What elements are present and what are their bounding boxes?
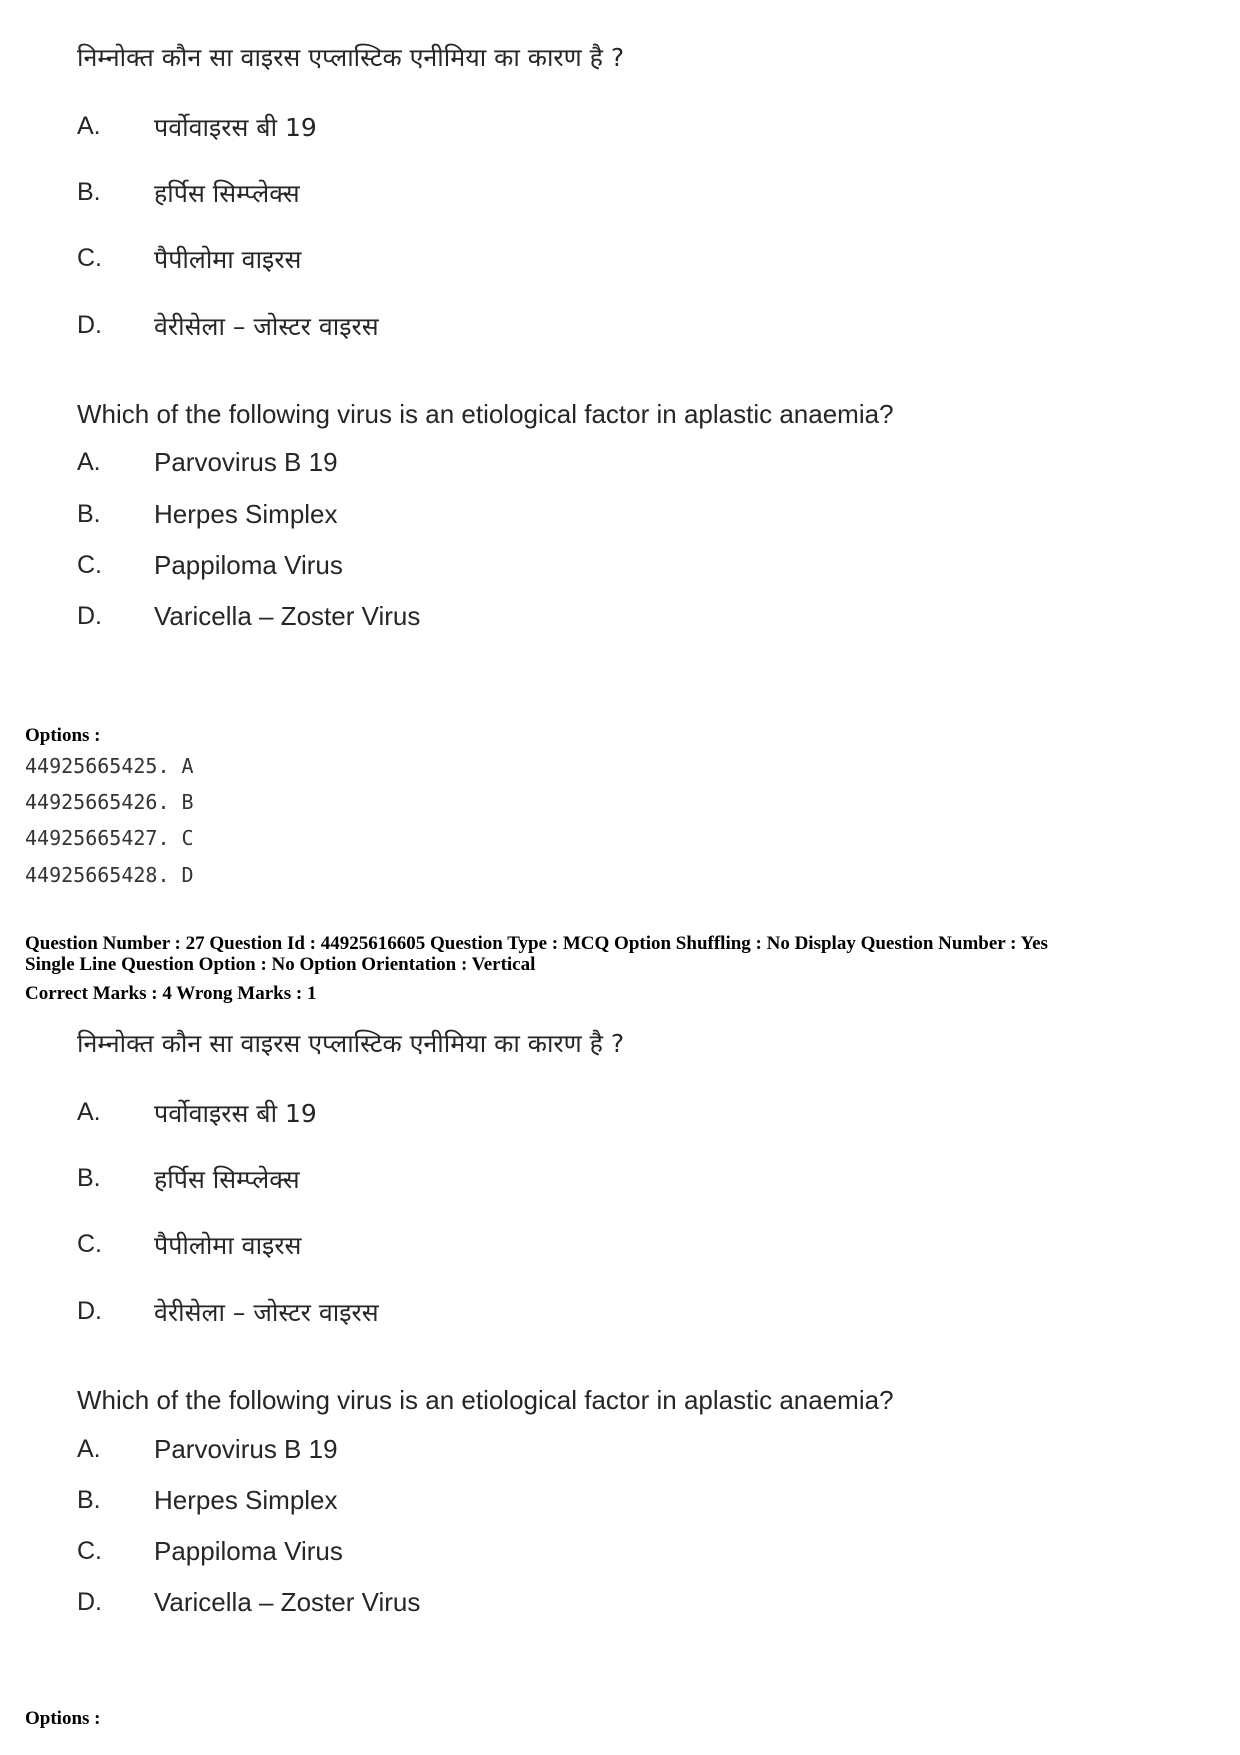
question-meta-line-1: Question Number : 27 Question Id : 44925616605 Question Type : MCQ Option Shuffling : No Display Question Number : Yes — [25, 933, 1048, 954]
option-letter: D. — [77, 311, 102, 339]
english-question-stem: Which of the following virus is an etiological factor in aplastic anaemia? — [77, 1385, 894, 1415]
option-letter: C. — [77, 551, 102, 579]
options-label: Options : — [25, 725, 101, 746]
options-label: Options : — [25, 1708, 101, 1729]
option-letter: A. — [77, 112, 101, 140]
question-meta-line-2: Single Line Question Option : No Option Orientation : Vertical — [25, 954, 536, 975]
option-text: पैपीलोमा वाइरस — [154, 1231, 302, 1260]
option-text: वेरीसेला – जोस्टर वाइरस — [154, 312, 379, 341]
option-id-b: 44925665426. B — [25, 790, 194, 814]
option-letter: B. — [77, 1486, 101, 1514]
option-text: Varicella – Zoster Virus — [154, 601, 421, 631]
option-letter: A. — [77, 1098, 101, 1126]
hindi-question-stem: निम्नोक्त कौन सा वाइरस एप्लास्टिक एनीमिया का कारण है ? — [77, 1029, 625, 1058]
option-text: Parvovirus B 19 — [154, 1434, 338, 1464]
option-text: Varicella – Zoster Virus — [154, 1587, 421, 1617]
option-letter: C. — [77, 1230, 102, 1258]
option-letter: A. — [77, 448, 101, 476]
hindi-question-stem: निम्नोक्त कौन सा वाइरस एप्लास्टिक एनीमिया का कारण है ? — [77, 43, 625, 72]
option-text: पर्वोवाइरस बी 19 — [154, 1099, 317, 1128]
option-text: हर्पिस सिम्प्लेक्स — [154, 179, 300, 208]
option-text: Pappiloma Virus — [154, 550, 343, 580]
option-text: Parvovirus B 19 — [154, 447, 338, 477]
option-letter: A. — [77, 1435, 101, 1463]
option-letter: D. — [77, 602, 102, 630]
option-letter: C. — [77, 1537, 102, 1565]
option-letter: B. — [77, 178, 101, 206]
option-letter: D. — [77, 1297, 102, 1325]
option-id-c: 44925665427. C — [25, 826, 194, 850]
option-text: वेरीसेला – जोस्टर वाइरस — [154, 1298, 379, 1327]
english-question-stem: Which of the following virus is an etiological factor in aplastic anaemia? — [77, 399, 894, 429]
option-text: हर्पिस सिम्प्लेक्स — [154, 1165, 300, 1194]
option-text: Herpes Simplex — [154, 1485, 338, 1515]
option-letter: B. — [77, 1164, 101, 1192]
option-id-d: 44925665428. D — [25, 863, 194, 887]
option-text: पर्वोवाइरस बी 19 — [154, 113, 317, 142]
option-text: Herpes Simplex — [154, 499, 338, 529]
option-letter: C. — [77, 244, 102, 272]
option-letter: B. — [77, 500, 101, 528]
option-text: पैपीलोमा वाइरस — [154, 245, 302, 274]
option-text: Pappiloma Virus — [154, 1536, 343, 1566]
option-id-a: 44925665425. A — [25, 754, 194, 778]
option-letter: D. — [77, 1588, 102, 1616]
question-meta-marks: Correct Marks : 4 Wrong Marks : 1 — [25, 983, 317, 1004]
